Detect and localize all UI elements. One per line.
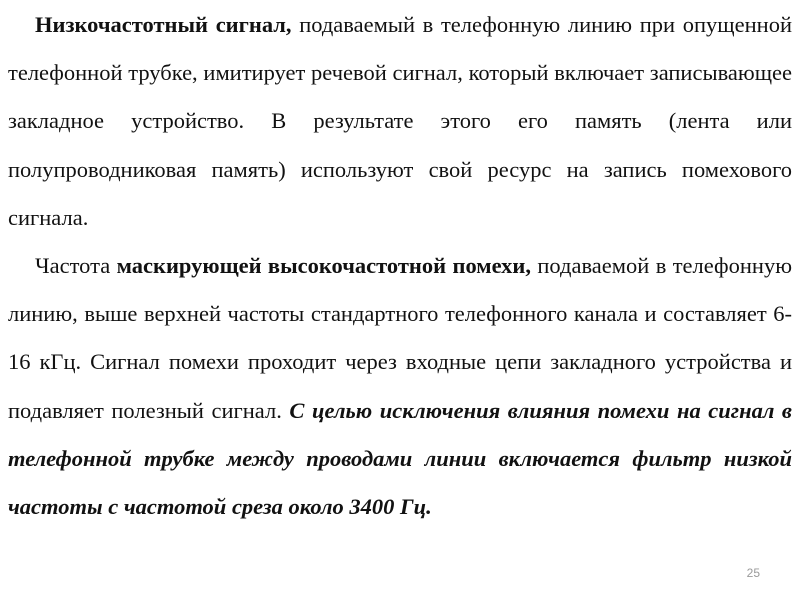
page-number: 25 — [746, 566, 760, 580]
paragraph-1 — [8, 1, 792, 242]
bold-term-masking-noise: маскирующей высокочастотной помехи, — [116, 253, 531, 279]
text-block — [8, 1, 792, 531]
bold-italic-conclusion: С целью исключения влияния помехи на сигнал в телефонной трубке между проводами линии включается фильтр низкой частоты с частотой среза около 3400 Гц. — [8, 397, 792, 520]
paragraph-1-text: подаваемый в телефонную линию при опущенной телефонной трубке, имитирует речевой сигнал, который включает записывающее закладное устройство. В результате этого его память (лента или полупроводниковая память) используют свой ресурс на запись помехового сигнала. — [8, 12, 792, 230]
bold-lead-term: Низкочастотный сигнал, — [35, 12, 292, 37]
paragraph-2-text-middle: подаваемой в телефонную линию, выше верхней частоты стандартного телефонного канала и составляет 6-16 кГц. Сигнал помехи проходит через входные цепи закладного устройства и подавляет полезный сигнал. — [8, 253, 792, 423]
paragraph-2-text-start: Частота — [35, 253, 117, 279]
paragraph-2 — [8, 242, 792, 531]
